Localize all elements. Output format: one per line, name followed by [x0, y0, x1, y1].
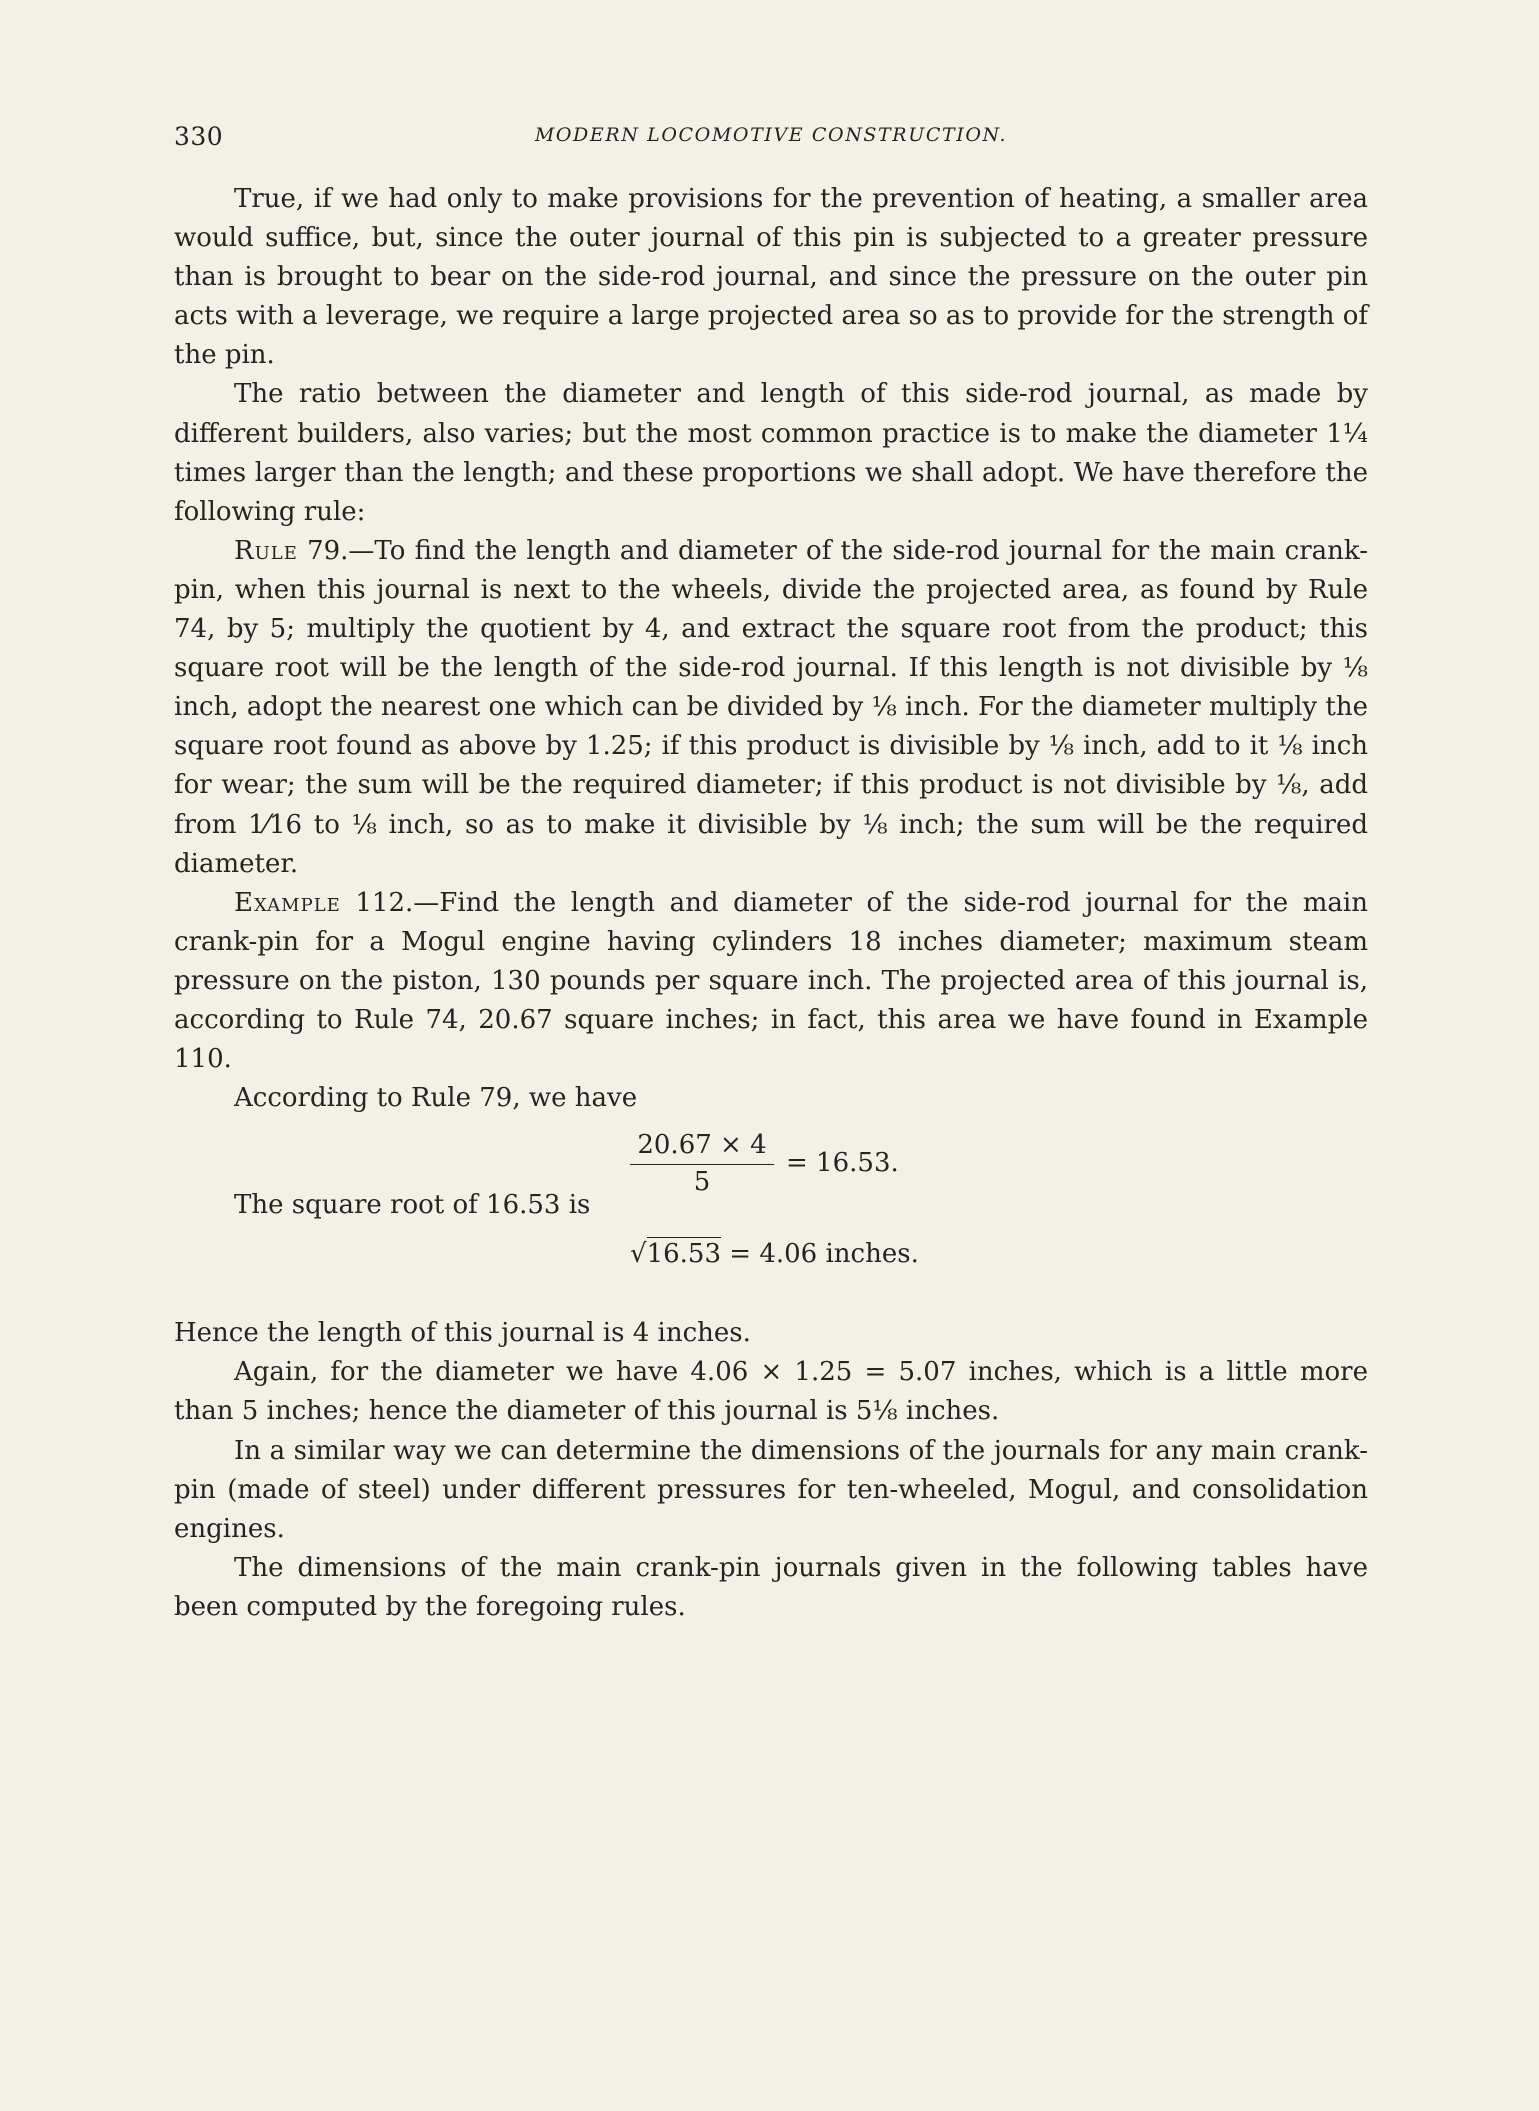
- paragraph-rule-79: [174, 532, 1368, 884]
- example-text: 112.—Find the length and diameter of the side-rod journal for the main crank-pin for a Mogul engine having cylinders 18 inches diameter; maximum steam pressure on the piston, 130 pounds per square inch. The projected area of this journal is, according to Rule 74, 20.67 square inches; in fact, this area we have found in Example 110.: [174, 887, 1368, 1075]
- radicand: 16.53: [646, 1239, 722, 1270]
- running-head: MODERN LOCOMOTIVE CONSTRUCTION.: [534, 124, 1008, 146]
- paragraph-according: According to Rule 79, we have: [234, 1083, 638, 1114]
- paragraph-similar-way: In a similar way we can determine the dimensions of the journals for any main crank-pin (made of steel) under different pressures for ten-wheeled, Mogul, and consolidation engines.: [174, 1435, 1368, 1544]
- rule-text: 79.—To find the length and diameter of the side-rod journal for the main crank-pin, when this journal is next to the wheels, divide the projected area, as found by Rule 74, by 5; multiply the quotient by 4, and extract the square root from the product; this square root will be the length of the side-rod journal. If this length is not divisible by ⅛ inch, adopt the nearest one which can be divided by ⅛ inch. For the diameter multiply the square root found as above by 1.25; if this product is divisible by ⅛ inch, add to it ⅛ inch for wear; the sum will be the required diameter; if this product is not divisible by ⅛, add from 1⁄16 to ⅛ inch, so as to make it divisible by ⅛ inch; the sum will be the required diameter.: [174, 535, 1368, 879]
- sqrt-result: = 4.06 inches.: [721, 1239, 919, 1270]
- fraction-numerator: 20.67 × 4: [637, 1130, 767, 1161]
- fraction-denominator: 5: [693, 1167, 711, 1198]
- paragraph-tables: The dimensions of the main crank-pin journals given in the following tables have been computed by the foregoing rules.: [174, 1552, 1368, 1622]
- page-header: [174, 122, 1368, 152]
- square-root-equation: [630, 1235, 919, 1274]
- body-text: [174, 180, 1368, 1627]
- sqrt-sign: √: [630, 1239, 647, 1270]
- fraction-result: = 16.53.: [786, 1148, 899, 1179]
- rule-label: Rule: [234, 535, 298, 566]
- formula-block: [174, 1118, 1368, 1314]
- page-number: 330: [174, 122, 224, 151]
- paragraph-length-result: Hence the length of this journal is 4 inches.: [174, 1318, 751, 1349]
- fraction: [630, 1128, 774, 1199]
- example-label: Example: [234, 887, 341, 918]
- paragraph-example-112: [174, 884, 1368, 1079]
- square-root-intro: The square root of 16.53 is: [234, 1190, 591, 1221]
- paragraph-diameter: Again, for the diameter we have 4.06 × 1.25 = 5.07 inches, which is a little more than 5 inches; hence the diameter of this journal is 5⅛ inches.: [174, 1357, 1368, 1427]
- paragraph-ratio: The ratio between the diameter and length of this side-rod journal, as made by different builders, also varies; but the most common practice is to make the diameter 1¼ times larger than the length; and these proportions we shall adopt. We have therefore the following rule:: [174, 379, 1368, 527]
- paragraph-heating: True, if we had only to make provisions for the prevention of heating, a smaller area would suffice, but, since the outer journal of this pin is subjected to a greater pressure than is brought to bear on the side-rod journal, and since the pressure on the outer pin acts with a leverage, we require a large projected area so as to provide for the strength of the pin.: [174, 184, 1368, 371]
